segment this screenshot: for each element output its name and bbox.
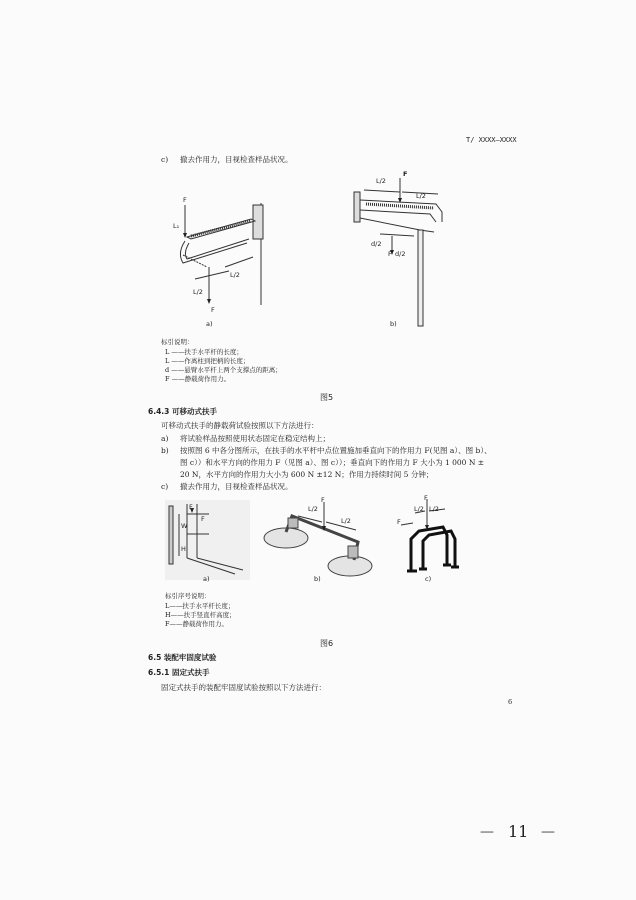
fig5-legend-item: L ——作离柱到把柄的长度； xyxy=(165,357,250,365)
fig5a-label-f-bottom: F xyxy=(211,306,215,314)
footer-dash-left: — xyxy=(480,824,494,840)
fig6b-label-l2b: L/2 xyxy=(341,517,351,525)
fig6a-label-f2: F xyxy=(201,515,205,523)
fig5-legend-item: d ——悬臂水平杆上两个支撑点的距离； xyxy=(165,366,282,374)
footer-page-number: 11 xyxy=(508,822,529,841)
fig6-legend-title: 标引序号说明： xyxy=(165,592,211,600)
step-c-text: 撤去作用力，目视检查样品状况。 xyxy=(180,155,293,164)
figure-6a xyxy=(165,500,250,580)
figure-6b xyxy=(262,498,382,580)
fig6b-caption: b) xyxy=(314,575,321,583)
fig5a-label-f-top: F xyxy=(183,196,187,204)
fig6-legend-item: F——静载荷作用力。 xyxy=(165,620,229,628)
fig6-legend-item: H——扶手竖直杆高度； xyxy=(165,611,236,619)
fig5-caption: 图5 xyxy=(320,393,334,402)
item-text: 按照图 6 中各分图所示，在扶手的水平杆中点位置施加垂直向下的作用力 F(见图 a）、图 b）、 xyxy=(180,446,492,455)
item-text: 将试验样品按照使用状态固定在稳定结构上； xyxy=(180,434,330,443)
section-6-5-1-text: 固定式扶手的装配牢固度试验按照以下方法进行： xyxy=(161,683,326,692)
fig6a-label-w: W xyxy=(181,522,188,530)
fig5a-caption: a) xyxy=(206,320,213,328)
fig5a-label-l1: L₁ xyxy=(173,222,180,230)
fig5a-label-l2-right: L/2 xyxy=(230,271,240,279)
fig6b-label-f: F xyxy=(321,496,325,504)
fig6c-label-f: F xyxy=(424,494,428,502)
fig6c-label-l2b: L/2 xyxy=(429,505,439,513)
fig5b-label-f-top: F xyxy=(403,170,408,178)
fig6c-caption: c) xyxy=(425,575,432,583)
fig6a-label-f: F xyxy=(189,503,193,511)
fig6b-label-l2a: L/2 xyxy=(308,505,318,513)
fig5b-label-l2-right: L/2 xyxy=(416,192,426,200)
footer-dash-right: — xyxy=(541,824,555,840)
item-marker: a) xyxy=(161,434,169,443)
fig6a-caption: a) xyxy=(203,575,210,583)
fig5b-label-l2-left: L/2 xyxy=(376,177,386,185)
section-6-5-heading: 6.5 装配牢固度试验 xyxy=(148,653,217,662)
item-text: 20 N，水平方向的作用力大小为 600 N ±12 N；作用力持续时间 5 分钟； xyxy=(180,470,434,479)
fig5a-label-l2-bottom: L/2 xyxy=(193,288,203,296)
inner-page-number: 6 xyxy=(508,698,513,706)
fig5-legend-title: 标引说明： xyxy=(161,338,194,346)
item-marker: b) xyxy=(161,446,169,455)
figure-5a xyxy=(165,195,285,335)
fig6c-label-fh: F xyxy=(397,518,401,526)
fig6-caption: 图6 xyxy=(320,639,334,648)
item-text: 撤去作用力，目视检查样品状况。 xyxy=(180,482,293,491)
fig6-legend-item: L——扶手水平杆长度； xyxy=(165,602,235,610)
step-c-marker: c) xyxy=(161,155,169,164)
fig5b-label-d2b: d/2 xyxy=(395,250,406,258)
section-6-4-3-heading: 6.4.3 可移动式扶手 xyxy=(148,407,217,416)
standard-code: T/ XXXX—XXXX xyxy=(466,136,517,144)
fig5b-caption: b) xyxy=(390,320,397,328)
section-6-5-1-heading: 6.5.1 固定式扶手 xyxy=(148,668,210,677)
section-6-4-3-intro: 可移动式扶手的静载荷试验按照以下方法进行： xyxy=(161,421,319,430)
fig5b-label-d2: d/2 xyxy=(371,240,382,248)
fig6c-label-l2a: L/2 xyxy=(414,505,424,513)
fig5-legend-item: L ——扶手水平杆的长度； xyxy=(165,348,243,356)
fig5b-label-f-d: F xyxy=(388,250,392,258)
fig6a-label-h: H xyxy=(181,545,186,553)
item-marker: c) xyxy=(161,482,169,491)
item-text: 图 c））和水平方向的作用力 F（见图 a）、图 c））；垂直向下的作用力 F 大小为 1 000 N ± xyxy=(180,458,485,467)
fig5-legend-item: F ——静载荷作用力。 xyxy=(165,375,231,383)
